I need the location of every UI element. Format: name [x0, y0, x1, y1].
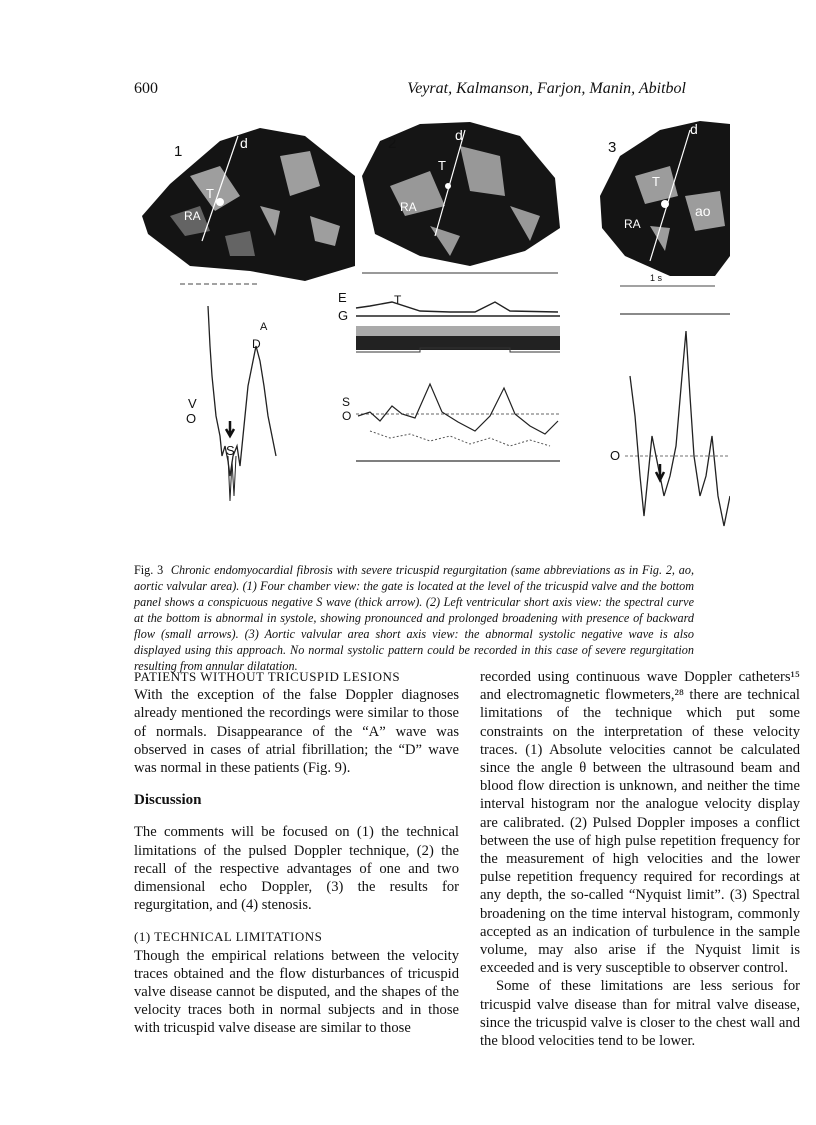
label-T-2: T	[438, 158, 446, 173]
label-S-2: S	[342, 395, 351, 409]
thick-arrow-1	[226, 421, 234, 436]
paragraph-patients-without: With the exception of the false Doppler diagnoses already mentioned the recordings were similar to those of normals. Disappearance of the “A” wave was observed in cases of atrial fibrillation; the “D” wave was normal in these patients (Fig. 9).	[134, 687, 459, 777]
label-d-1: d	[240, 135, 248, 151]
label-E-2: E	[338, 290, 347, 305]
section-heading-technical-limitations: (1) TECHNICAL LIMITATIONS	[134, 929, 323, 945]
section-heading-discussion: Discussion	[134, 792, 202, 809]
label-V-1: V	[188, 396, 197, 411]
left-column	[134, 668, 459, 1038]
figure-3	[130, 116, 730, 548]
panel-label-1: 1	[174, 143, 183, 160]
label-O-2: O	[342, 409, 352, 423]
label-d-3: d	[690, 121, 698, 137]
label-O-3: O	[610, 448, 621, 463]
label-G-2: G	[338, 308, 349, 323]
figure-caption-lead: Fig. 3	[134, 563, 164, 577]
label-ao-3: ao	[695, 203, 711, 219]
panel-label-3: 3	[608, 139, 617, 156]
panel2-doppler-trace	[358, 384, 558, 434]
label-T-2b: T	[394, 293, 402, 307]
paragraph-technical-limitations: Though the empirical relations between the velocity traces obtained and the flow disturbances of tricuspid valve disease cannot be disputed, and the shapes of the velocity traces both in normal subjects and in those with tricuspid valve disease are similar to those	[134, 947, 459, 1037]
echo-doppler-figure	[130, 116, 730, 548]
panel3-doppler-trace	[630, 331, 730, 526]
running-authors: Veyrat, Kalmanson, Farjon, Manin, Abitbol	[407, 80, 686, 97]
section-heading-patients-without: PATIENTS WITHOUT TRICUSPID LESIONS	[134, 669, 401, 684]
label-S-1: S	[226, 443, 235, 458]
right-column	[480, 668, 800, 1050]
label-RA-3: RA	[624, 217, 641, 231]
paragraph-right-1: recorded using continuous wave Doppler catheters¹⁵ and electromagnetic flowmeters,²⁸ there are technical limitations of the technique which put some constraints on the interpretation of these velocity traces. (1) Absolute velocities cannot be calculated since the angle θ between the ultrasound beam and blood flow direction is unknown, and neither the time interval histogram nor the analogue velocity display are calibrated. (2) Pulsed Doppler imposes a conflict between the use of high pulse repetition frequency for the measurement of high velocities and the lower pulse repetition frequency required for recordings at any depth, the so-called “Nyquist limit”. (3) Spectral broadening on the time interval histogram, commonly accepted as an indication of turbulence in the sample volume, may also arise if the Nyquist limit is exceeded and is very susceptible to observer control.	[480, 669, 800, 977]
label-d-2: d	[455, 127, 463, 143]
thick-arrow-3	[656, 464, 664, 480]
figure-caption	[134, 562, 694, 674]
label-O-1: O	[186, 411, 197, 426]
page-number: 600	[134, 80, 158, 97]
paragraph-discussion: The comments will be focused on (1) the technical limitations of the pulsed Doppler technique, (2) the recall of the respective advantages of one and two dimensional echo Doppler, (3) the results for regurgitation, and (4) stenosis.	[134, 824, 459, 914]
label-RA-1: RA	[184, 209, 201, 223]
figure-caption-text: Chronic endomyocardial fibrosis with severe tricuspid regurgitation (same abbreviations as in Fig. 2, ao, aortic valvular area). (1) Four chamber view: the gate is located at the level of the tricuspid valve and the bottom panel shows a conspicuous negative S wave (thick arrow). (2) Left ventricular short axis view: the spectral curve at the bottom is abnormal in systole, showing pronounced and prolonged broadening with presence of backward flow (small arrows). (3) Aortic valvular area short axis view: the abnormal systolic negative wave is also displayed using this approach. No normal systolic pattern could be recorded in this case of severe regurgitation resulting from annular dilatation.	[134, 563, 695, 673]
label-1s-3: 1 s	[650, 273, 663, 283]
label-RA-2: RA	[400, 200, 417, 214]
panel-label-2: 2	[388, 135, 397, 152]
label-A-1: A	[260, 321, 268, 333]
label-D-1: D	[252, 337, 261, 351]
label-T-3: T	[652, 174, 660, 189]
label-T-1: T	[206, 186, 214, 201]
paragraph-right-2: Some of these limitations are less serious for tricuspid valve disease than for mitral valve disease, since the tricuspid valve is closer to the chest wall and the blood velocities tend to be lower.	[480, 978, 800, 1050]
